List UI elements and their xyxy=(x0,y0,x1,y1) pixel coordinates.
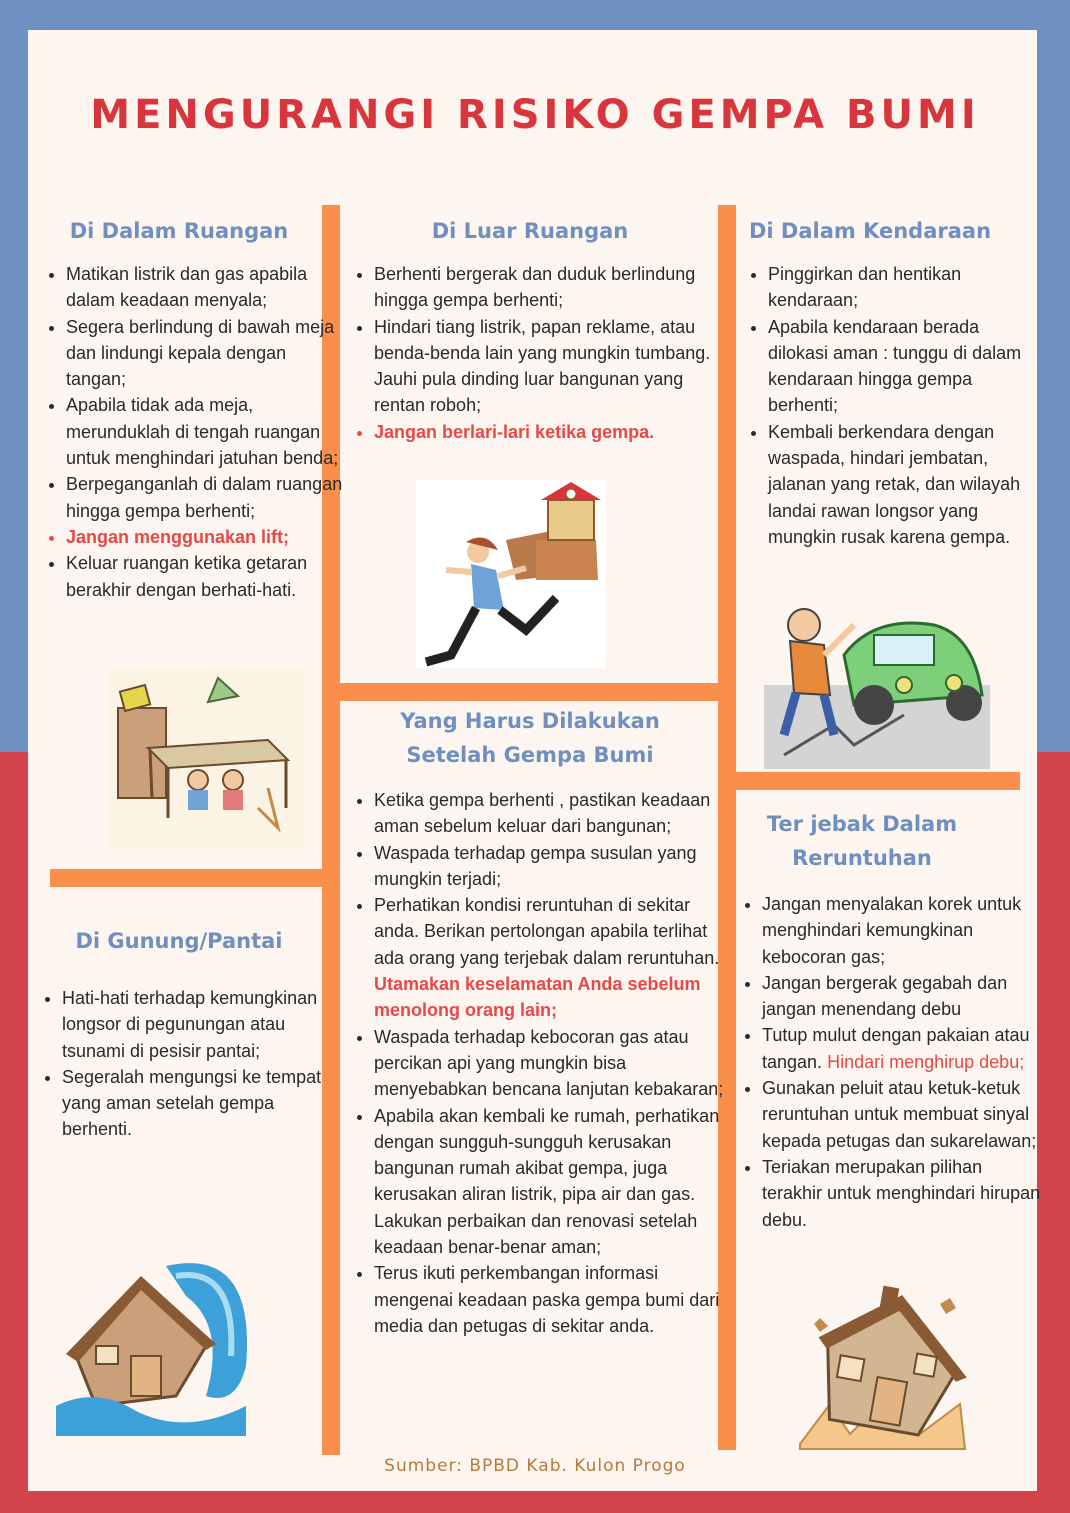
divider-horizontal-left xyxy=(50,869,322,887)
collapsing-house-illustration xyxy=(790,1284,970,1454)
list-item-text: Tutup mulut dengan pakaian atau tangan. xyxy=(762,1025,1030,1072)
list-item: • Segeralah mengungsi ke tempat yang aman setelah gempa berhenti. xyxy=(62,1064,344,1143)
heading-luar-ruangan: Di Luar Ruangan xyxy=(431,219,629,243)
heading-dalam-ruangan: Di Dalam Ruangan xyxy=(69,219,289,243)
list-item: • Gunakan peluit atau ketuk-ketuk reruntuhan untuk membuat sinyal kepada petugas dan sukarelawan; xyxy=(762,1075,1044,1154)
heading-terjebak-line1: Ter jebak Dalam xyxy=(766,812,958,836)
list-gunung-pantai xyxy=(40,985,344,1143)
tsunami-house-illustration xyxy=(56,1246,256,1436)
list-setelah-gempa xyxy=(352,787,732,1339)
list-item: • Hindari tiang listrik, papan reklame, atau benda-benda lain yang mungkin tumbang. Jauhi pula dinding luar bangunan yang rentan roboh; xyxy=(374,314,719,419)
heading-gunung-pantai: Di Gunung/Pantai xyxy=(75,929,283,953)
list-luar-ruangan xyxy=(352,261,719,445)
heading-terjebak-line2: Reruntuhan xyxy=(792,846,932,870)
list-item: • Berpeganganlah di dalam ruangan hingga gempa berhenti; xyxy=(66,471,344,524)
list-item xyxy=(762,1022,1044,1075)
list-item: • Hati-hati terhadap kemungkinan longsor di pegunungan atau tsunami di pesisir pantai; xyxy=(62,985,344,1064)
list-item: • Apabila kendaraan berada dilokasi aman : tunggu di dalam kendaraan hingga gempa berhenti; xyxy=(768,314,1043,419)
heading-kendaraan: Di Dalam Kendaraan xyxy=(748,219,992,243)
list-item: • Matikan listrik dan gas apabila dalam keadaan menyala; xyxy=(66,261,344,314)
divider-horizontal-right xyxy=(736,772,1020,790)
table-shelter-illustration xyxy=(108,668,304,848)
list-item-text: Perhatikan kondisi reruntuhan di sekitar anda. Berikan pertolongan apabila terlihat ada orang yang terjebak dalam reruntuhan. xyxy=(374,895,720,968)
list-item: • Terus ikuti perkembangan informasi mengenai keadaan paska gempa bumi dari media dan petugas di sekitar anda. xyxy=(374,1260,732,1339)
list-item: • Jangan menyalakan korek untuk menghindari kemungkinan kebocoran gas; xyxy=(762,891,1044,970)
list-item: • Apabila akan kembali ke rumah, perhatikan dengan sungguh-sungguh kerusakan bangunan rumah akibat gempa, juga kerusakan aliran listrik, pipa air dan gas. Lakukan perbaikan dan renovasi setelah keadaan benar-benar aman; xyxy=(374,1103,732,1261)
list-item: • Waspada terhadap kebocoran gas atau percikan api yang mungkin bisa menyebabkan bencana lanjutan kebakaran; xyxy=(374,1024,732,1103)
list-terjebak xyxy=(740,891,1044,1233)
list-item: • Teriakan merupakan pilihan terakhir untuk menghindari hirupan debu. xyxy=(762,1154,1044,1233)
list-item: • Pinggirkan dan hentikan kendaraan; xyxy=(768,261,1043,314)
car-crack-illustration xyxy=(764,585,990,769)
list-item-warning: • Jangan berlari-lari ketika gempa. xyxy=(374,419,719,445)
list-item-warning: • Jangan menggunakan lift; xyxy=(66,524,344,550)
list-item-highlight: Utamakan keselamatan Anda sebelum menolong orang lain; xyxy=(374,974,701,1021)
list-item: • Ketika gempa berhenti , pastikan keadaan aman sebelum keluar dari bangunan; xyxy=(374,787,732,840)
list-item: • Waspada terhadap gempa susulan yang mungkin terjadi; xyxy=(374,840,732,893)
heading-setelah-line2: Setelah Gempa Bumi xyxy=(406,743,654,767)
list-kendaraan xyxy=(746,261,1043,550)
list-item: • Kembali berkendara dengan waspada, hindari jembatan, jalanan yang retak, dan wilayah landai rawan longsor yang mungkin rusak karena gempa. xyxy=(768,419,1043,550)
list-item-highlight: Hindari menghirup debu; xyxy=(827,1051,1025,1072)
source-credit: Sumber: BPBD Kab. Kulon Progo xyxy=(384,1456,686,1476)
list-item: • Jangan bergerak gegabah dan jangan menendang debu xyxy=(762,970,1044,1023)
heading-setelah-line1: Yang Harus Dilakukan xyxy=(400,709,660,733)
page-title: MENGURANGI RISIKO GEMPA BUMI xyxy=(90,92,980,138)
list-item: • Apabila tidak ada meja, merunduklah di tengah ruangan untuk menghindari jatuhan benda; xyxy=(66,392,344,471)
divider-horizontal-middle xyxy=(340,683,718,701)
heading-setelah-gempa xyxy=(345,704,715,772)
running-woman-illustration xyxy=(416,480,606,668)
list-item xyxy=(374,892,732,1023)
list-item: • Segera berlindung di bawah meja dan lindungi kepala dengan tangan; xyxy=(66,314,344,393)
heading-terjebak xyxy=(730,807,994,875)
list-item: • Keluar ruangan ketika getaran berakhir dengan berhati-hati. xyxy=(66,550,344,603)
list-item: • Berhenti bergerak dan duduk berlindung hingga gempa berhenti; xyxy=(374,261,719,314)
list-dalam-ruangan xyxy=(44,261,344,603)
